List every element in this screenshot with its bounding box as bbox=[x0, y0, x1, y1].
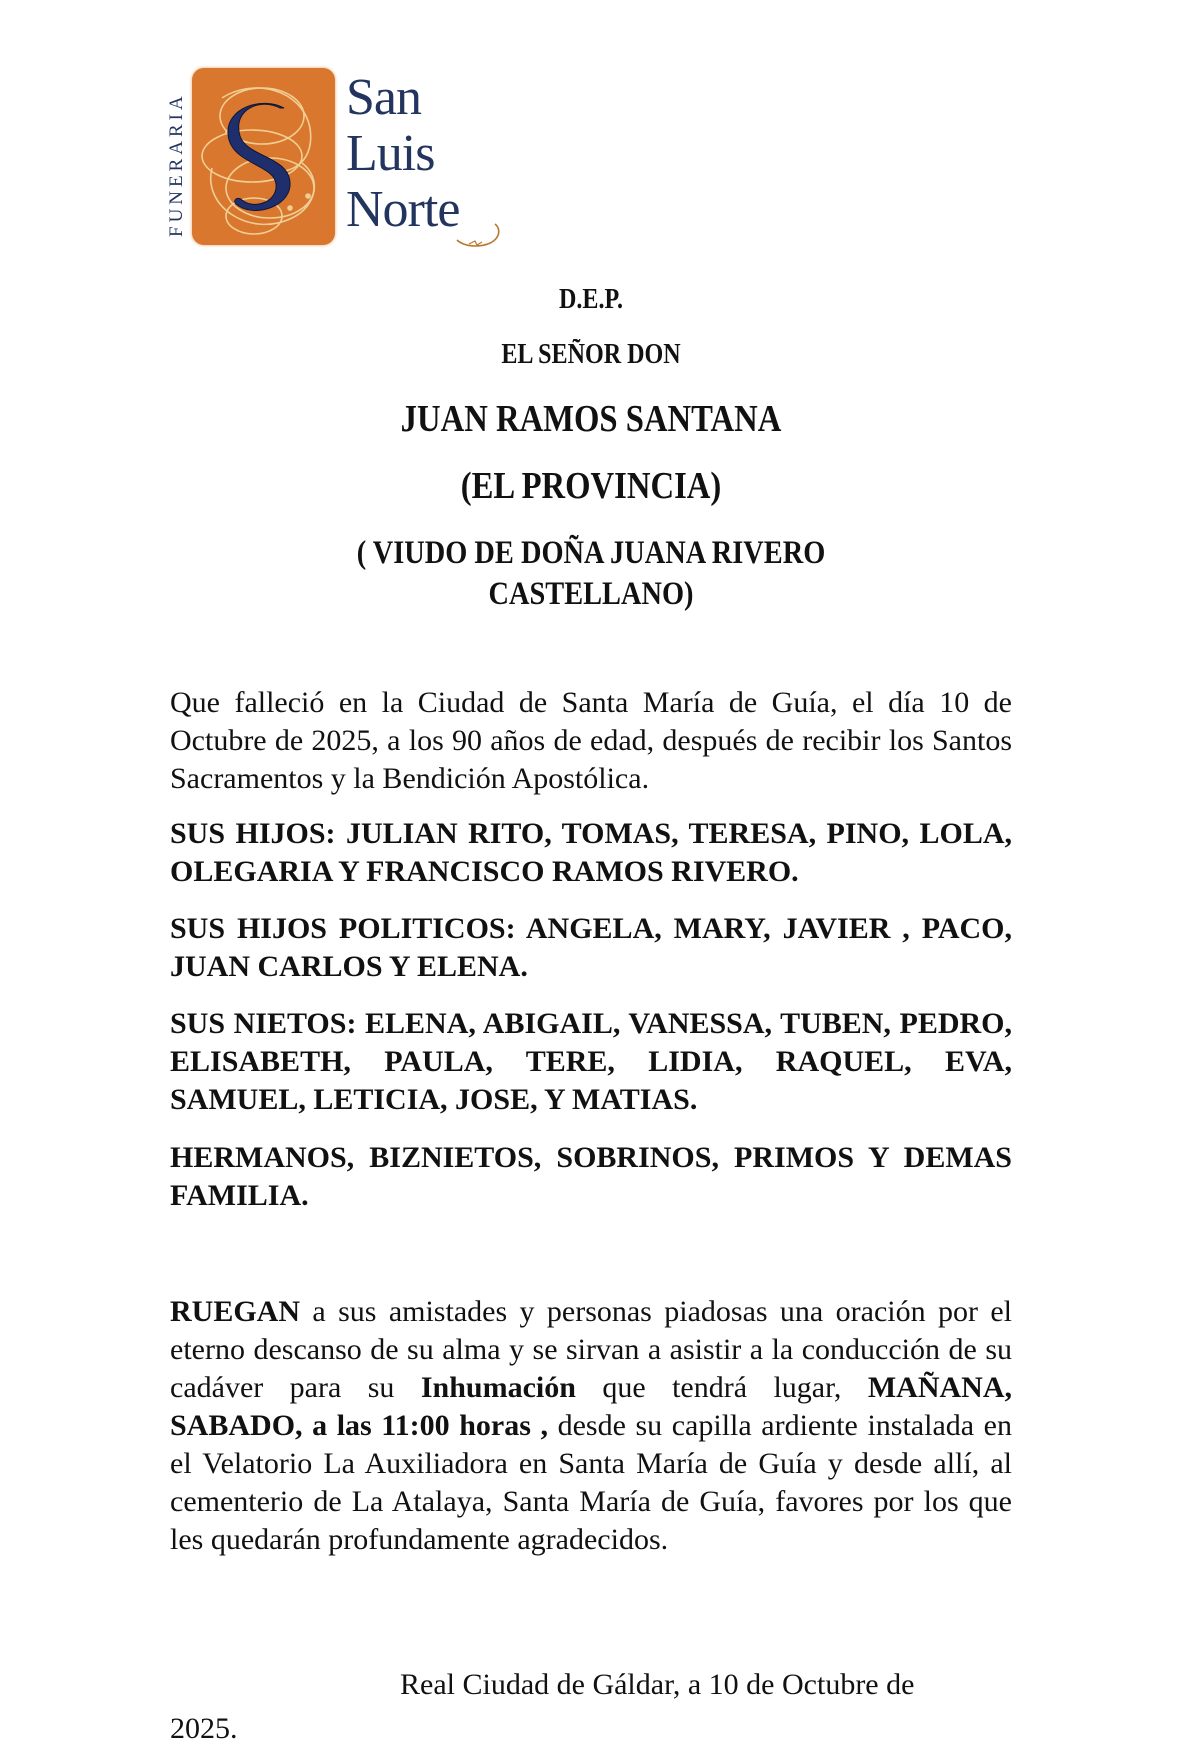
request-schedule: MAÑANA, SABADO, a las 11:00 horas , bbox=[170, 1371, 1012, 1442]
honorific-text: EL SEÑOR DON bbox=[501, 339, 681, 370]
place-date: Real Ciudad de Gáldar, a 10 de Octubre de bbox=[400, 1668, 915, 1701]
brand-line: Luis bbox=[346, 125, 435, 182]
swash-ornament-icon bbox=[455, 222, 505, 252]
logo-monogram-box bbox=[192, 68, 335, 245]
family-grandchildren: SUS NIETOS: ELENA, ABIGAIL, VANESSA, TUBEN, PEDRO, ELISABETH, PAULA, TERE, LIDIA, RAQUEL, EVA, SAMUEL, LETICIA, JOSE, Y MATIAS. bbox=[170, 1007, 1012, 1116]
brand-line: San bbox=[346, 69, 421, 126]
deceased-name-text: JUAN RAMOS SANTANA bbox=[400, 398, 782, 440]
dep-heading bbox=[170, 284, 1012, 316]
brand-name bbox=[346, 70, 459, 238]
death-notice-paragraph: Que falleció en la Ciudad de Santa María de Guía, el día 10 de Octubre de 2025, a los 90 años de edad, después de recibir los Santos Sacramentos y la Bendición Apostólica. bbox=[170, 686, 1012, 795]
widower-line-1: ( VIUDO DE DOÑA JUANA RIVERO bbox=[356, 535, 826, 571]
request-text-3: desde su capilla ardiente instalada en el Velatorio La Auxiliadora en Santa María de Guía y desde allí, al cementerio de La Atalaya, Santa María de Guía, favores por los que les quedarán profundamente agradecidos. bbox=[170, 1409, 1012, 1556]
monogram-s-icon bbox=[192, 68, 335, 245]
request-burial: Inhumación bbox=[420, 1371, 576, 1404]
family-others: HERMANOS, BIZNIETOS, SOBRINOS, PRIMOS Y DEMAS FAMILIA. bbox=[170, 1141, 1012, 1212]
widower-line-2: CASTELLANO) bbox=[488, 576, 694, 612]
request-text-2: que tendrá lugar, bbox=[575, 1371, 868, 1404]
deceased-alias-text: (EL PROVINCIA) bbox=[460, 465, 722, 507]
logo-vertical-text: FUNERARIA bbox=[166, 92, 187, 237]
family-children-in-law: SUS HIJOS POLITICOS: ANGELA, MARY, JAVIER , PACO, JUAN CARLOS Y ELENA. bbox=[170, 912, 1012, 983]
honorific-heading bbox=[170, 339, 1012, 371]
request-text-1: a sus amistades y personas piadosas una oración por el eterno descanso de su alma y se sirvan a asistir a la conducción de su cadáver para su bbox=[170, 1295, 1012, 1404]
family-children: SUS HIJOS: JULIAN RITO, TOMAS, TERESA, PINO, LOLA, OLEGARIA Y FRANCISCO RAMOS RIVERO. bbox=[170, 817, 1012, 888]
deceased-alias bbox=[170, 464, 1012, 508]
dep-text: D.E.P. bbox=[558, 284, 624, 315]
brand-line: Norte bbox=[346, 181, 460, 238]
widower-note bbox=[170, 533, 1012, 615]
place-date-year: 2025. bbox=[170, 1712, 238, 1745]
deceased-name bbox=[170, 397, 1012, 441]
funeral-request-paragraph bbox=[170, 1293, 1012, 1559]
request-lead: RUEGAN bbox=[170, 1295, 301, 1328]
